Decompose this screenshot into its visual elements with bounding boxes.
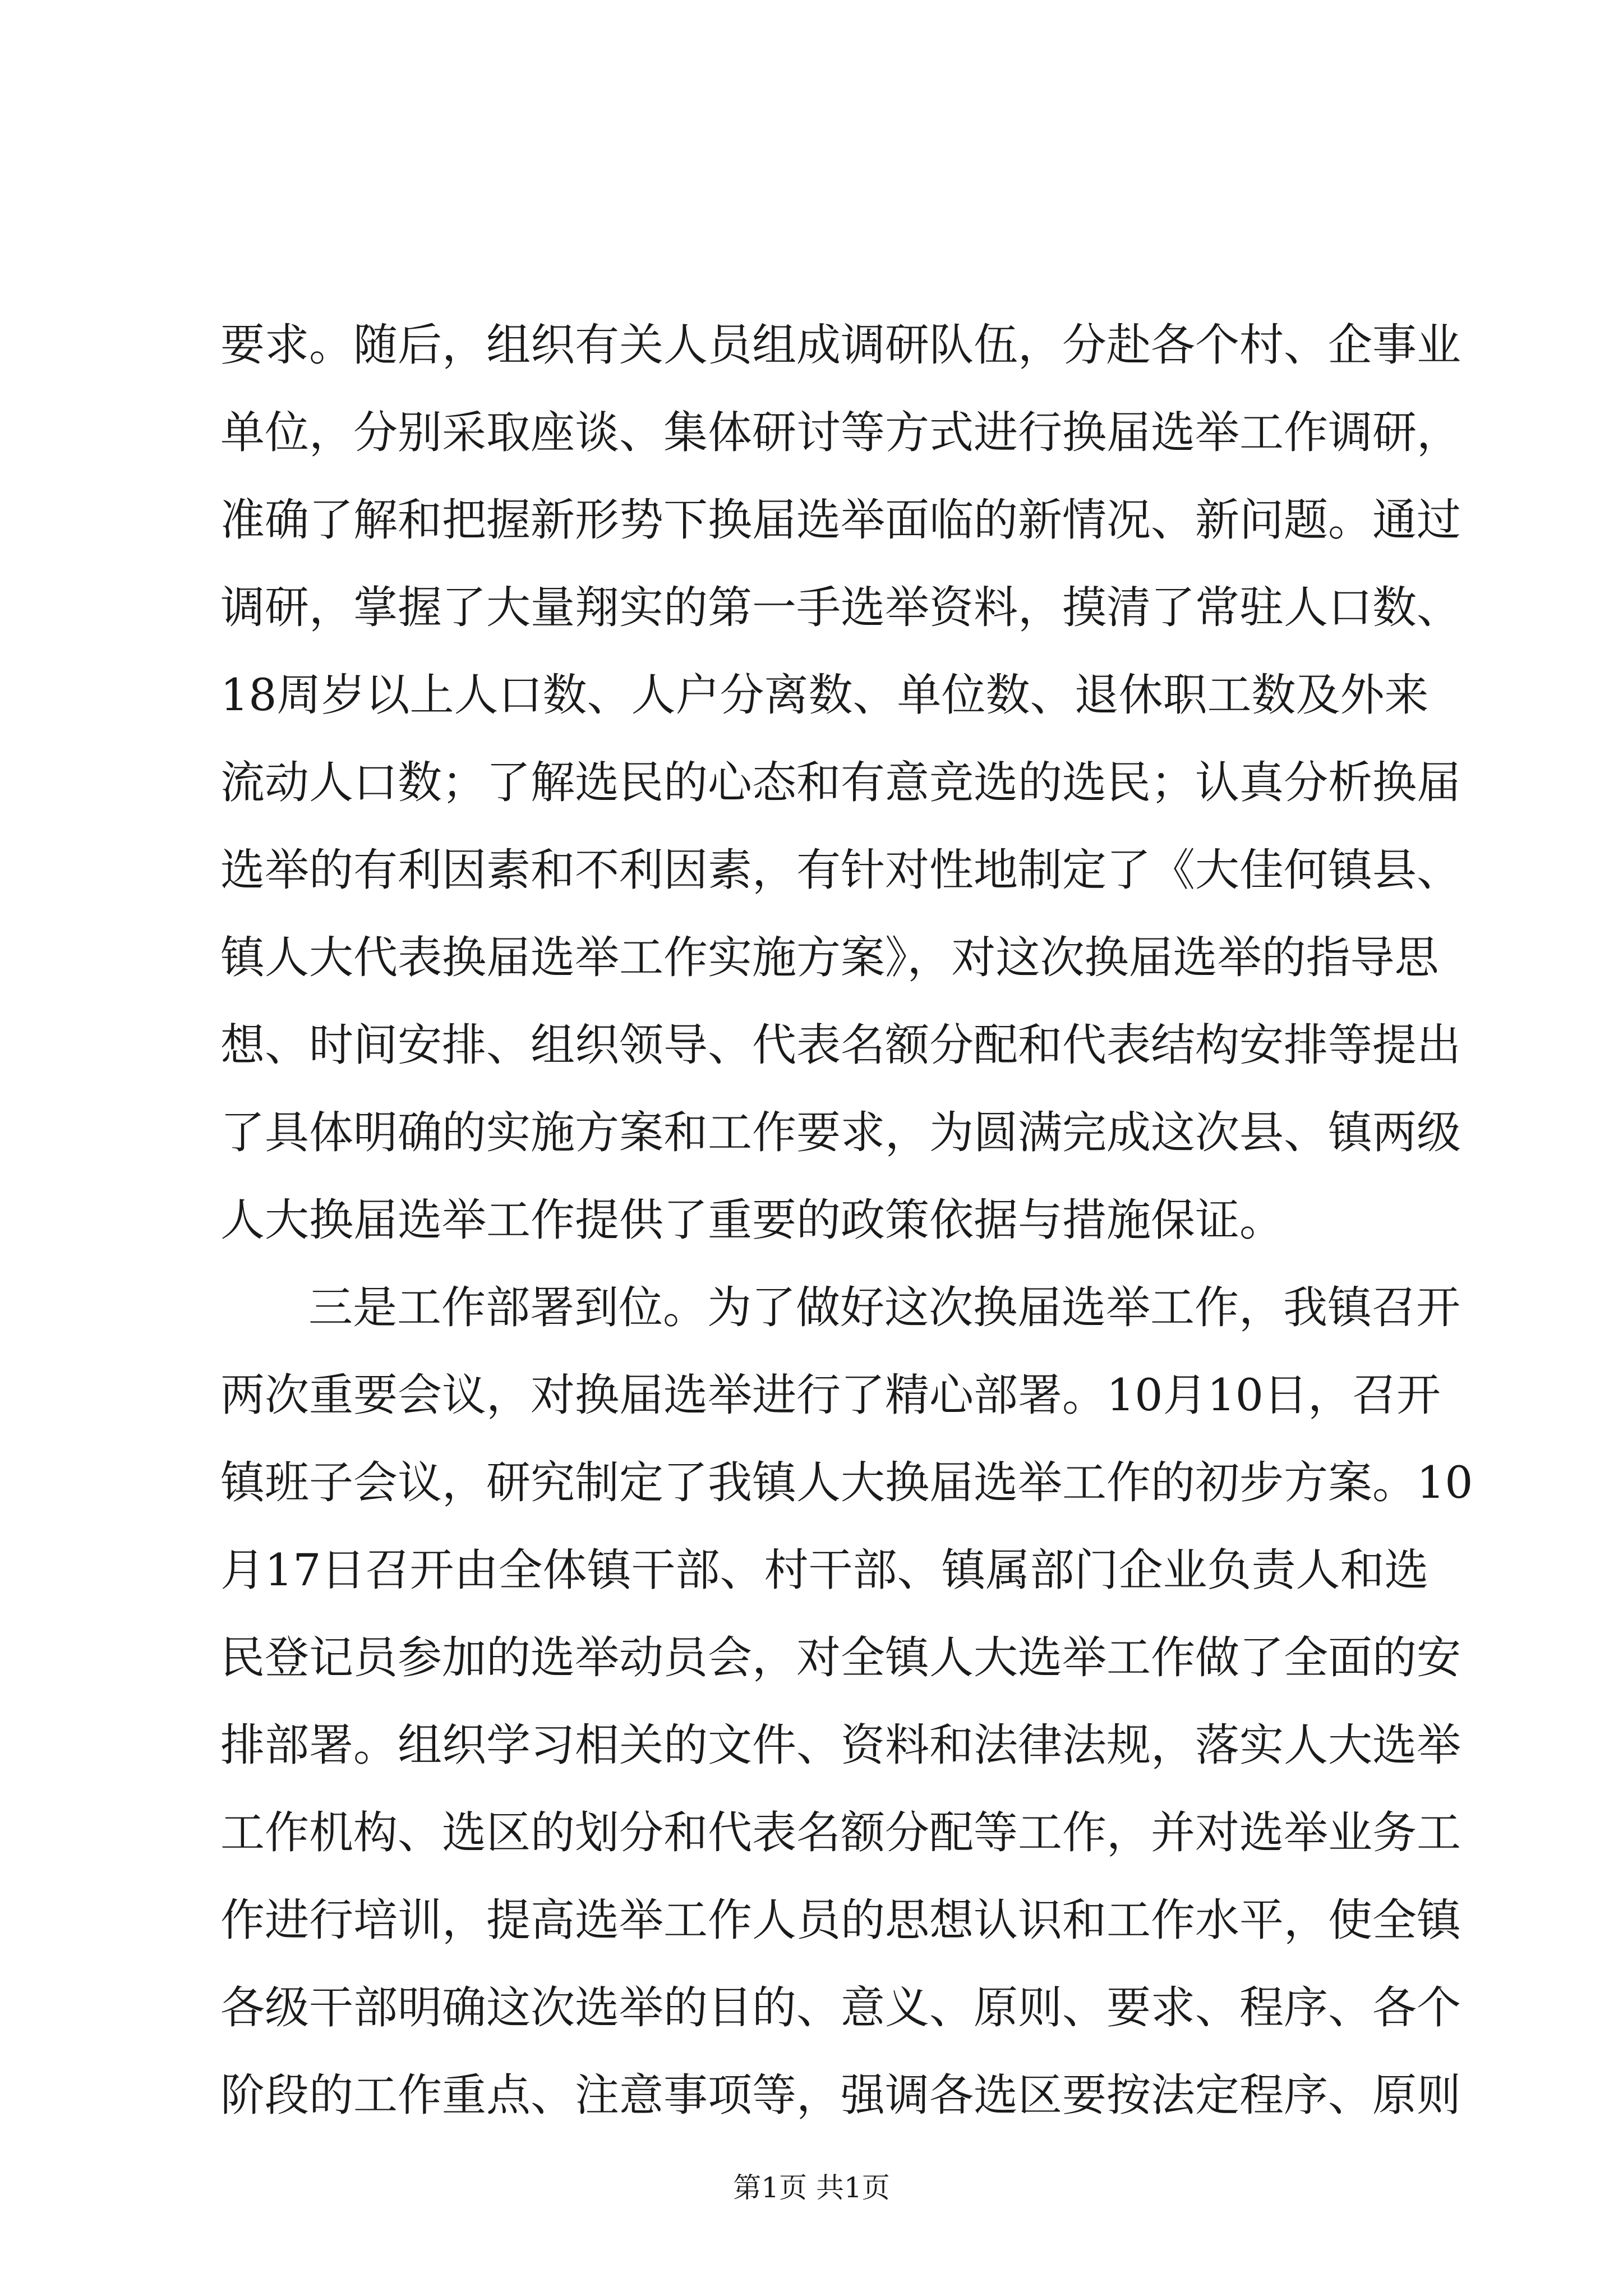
paragraph-line: 人大换届选举工作提供了重要的政策依据与措施保证。 xyxy=(220,1194,1284,1246)
paragraph-line: 镇班子会议，研究制定了我镇人大换届选举工作的初步方案。10 xyxy=(220,1457,1473,1508)
paragraph-line: 两次重要会议，对换届选举进行了精心部署。10月10日，召开 xyxy=(220,1369,1441,1421)
paragraph-line: 排部署。组织学习相关的文件、资料和法律法规，落实人大选举 xyxy=(220,1719,1461,1771)
paragraph-first-line: 三是工作部署到位。为了做好这次换届选举工作，我镇召开 xyxy=(308,1282,1460,1333)
paragraph-line: 调研，掌握了大量翔实的第一手选举资料，摸清了常驻人口数、 xyxy=(220,582,1461,633)
paragraph-line: 工作机构、选区的划分和代表名额分配等工作，并对选举业务工 xyxy=(220,1807,1461,1858)
paragraph-line: 要求。随后，组织有关人员组成调研队伍，分赴各个村、企事业 xyxy=(220,319,1461,371)
paragraph-line: 月17日召开由全体镇干部、村干部、镇属部门企业负责人和选 xyxy=(220,1544,1429,1596)
paragraph-line: 流动人口数；了解选民的心态和有意竞选的选民；认真分析换届 xyxy=(220,757,1461,808)
paragraph-line: 阶段的工作重点、注意事项等，强调各选区要按法定程序、原则 xyxy=(220,2069,1461,2121)
paragraph-line: 各级干部明确这次选举的目的、意义、原则、要求、程序、各个 xyxy=(220,1982,1461,2033)
paragraph-line: 18周岁以上人口数、人户分离数、单位数、退休职工数及外来 xyxy=(220,669,1429,721)
paragraph-line: 单位，分别采取座谈、集体研讨等方式进行换届选举工作调研， xyxy=(220,407,1461,458)
paragraph-line: 了具体明确的实施方案和工作要求，为圆满完成这次县、镇两级 xyxy=(220,1107,1461,1158)
paragraph-line: 民登记员参加的选举动员会，对全镇人大选举工作做了全面的安 xyxy=(220,1632,1461,1683)
page-number-footer: 第1页 共1页 xyxy=(733,2171,890,2204)
paragraph-line: 准确了解和把握新形势下换届选举面临的新情况、新问题。通过 xyxy=(220,494,1461,546)
paragraph-line: 镇人大代表换届选举工作实施方案》，对这次换届选举的指导思 xyxy=(220,932,1439,983)
paragraph-line: 选举的有利因素和不利因素，有针对性地制定了《大佳何镇县、 xyxy=(220,844,1461,896)
paragraph-line: 想、时间安排、组织领导、代表名额分配和代表结构安排等提出 xyxy=(220,1019,1461,1071)
paragraph-line: 作进行培训，提高选举工作人员的思想认识和工作水平，使全镇 xyxy=(220,1894,1461,1946)
